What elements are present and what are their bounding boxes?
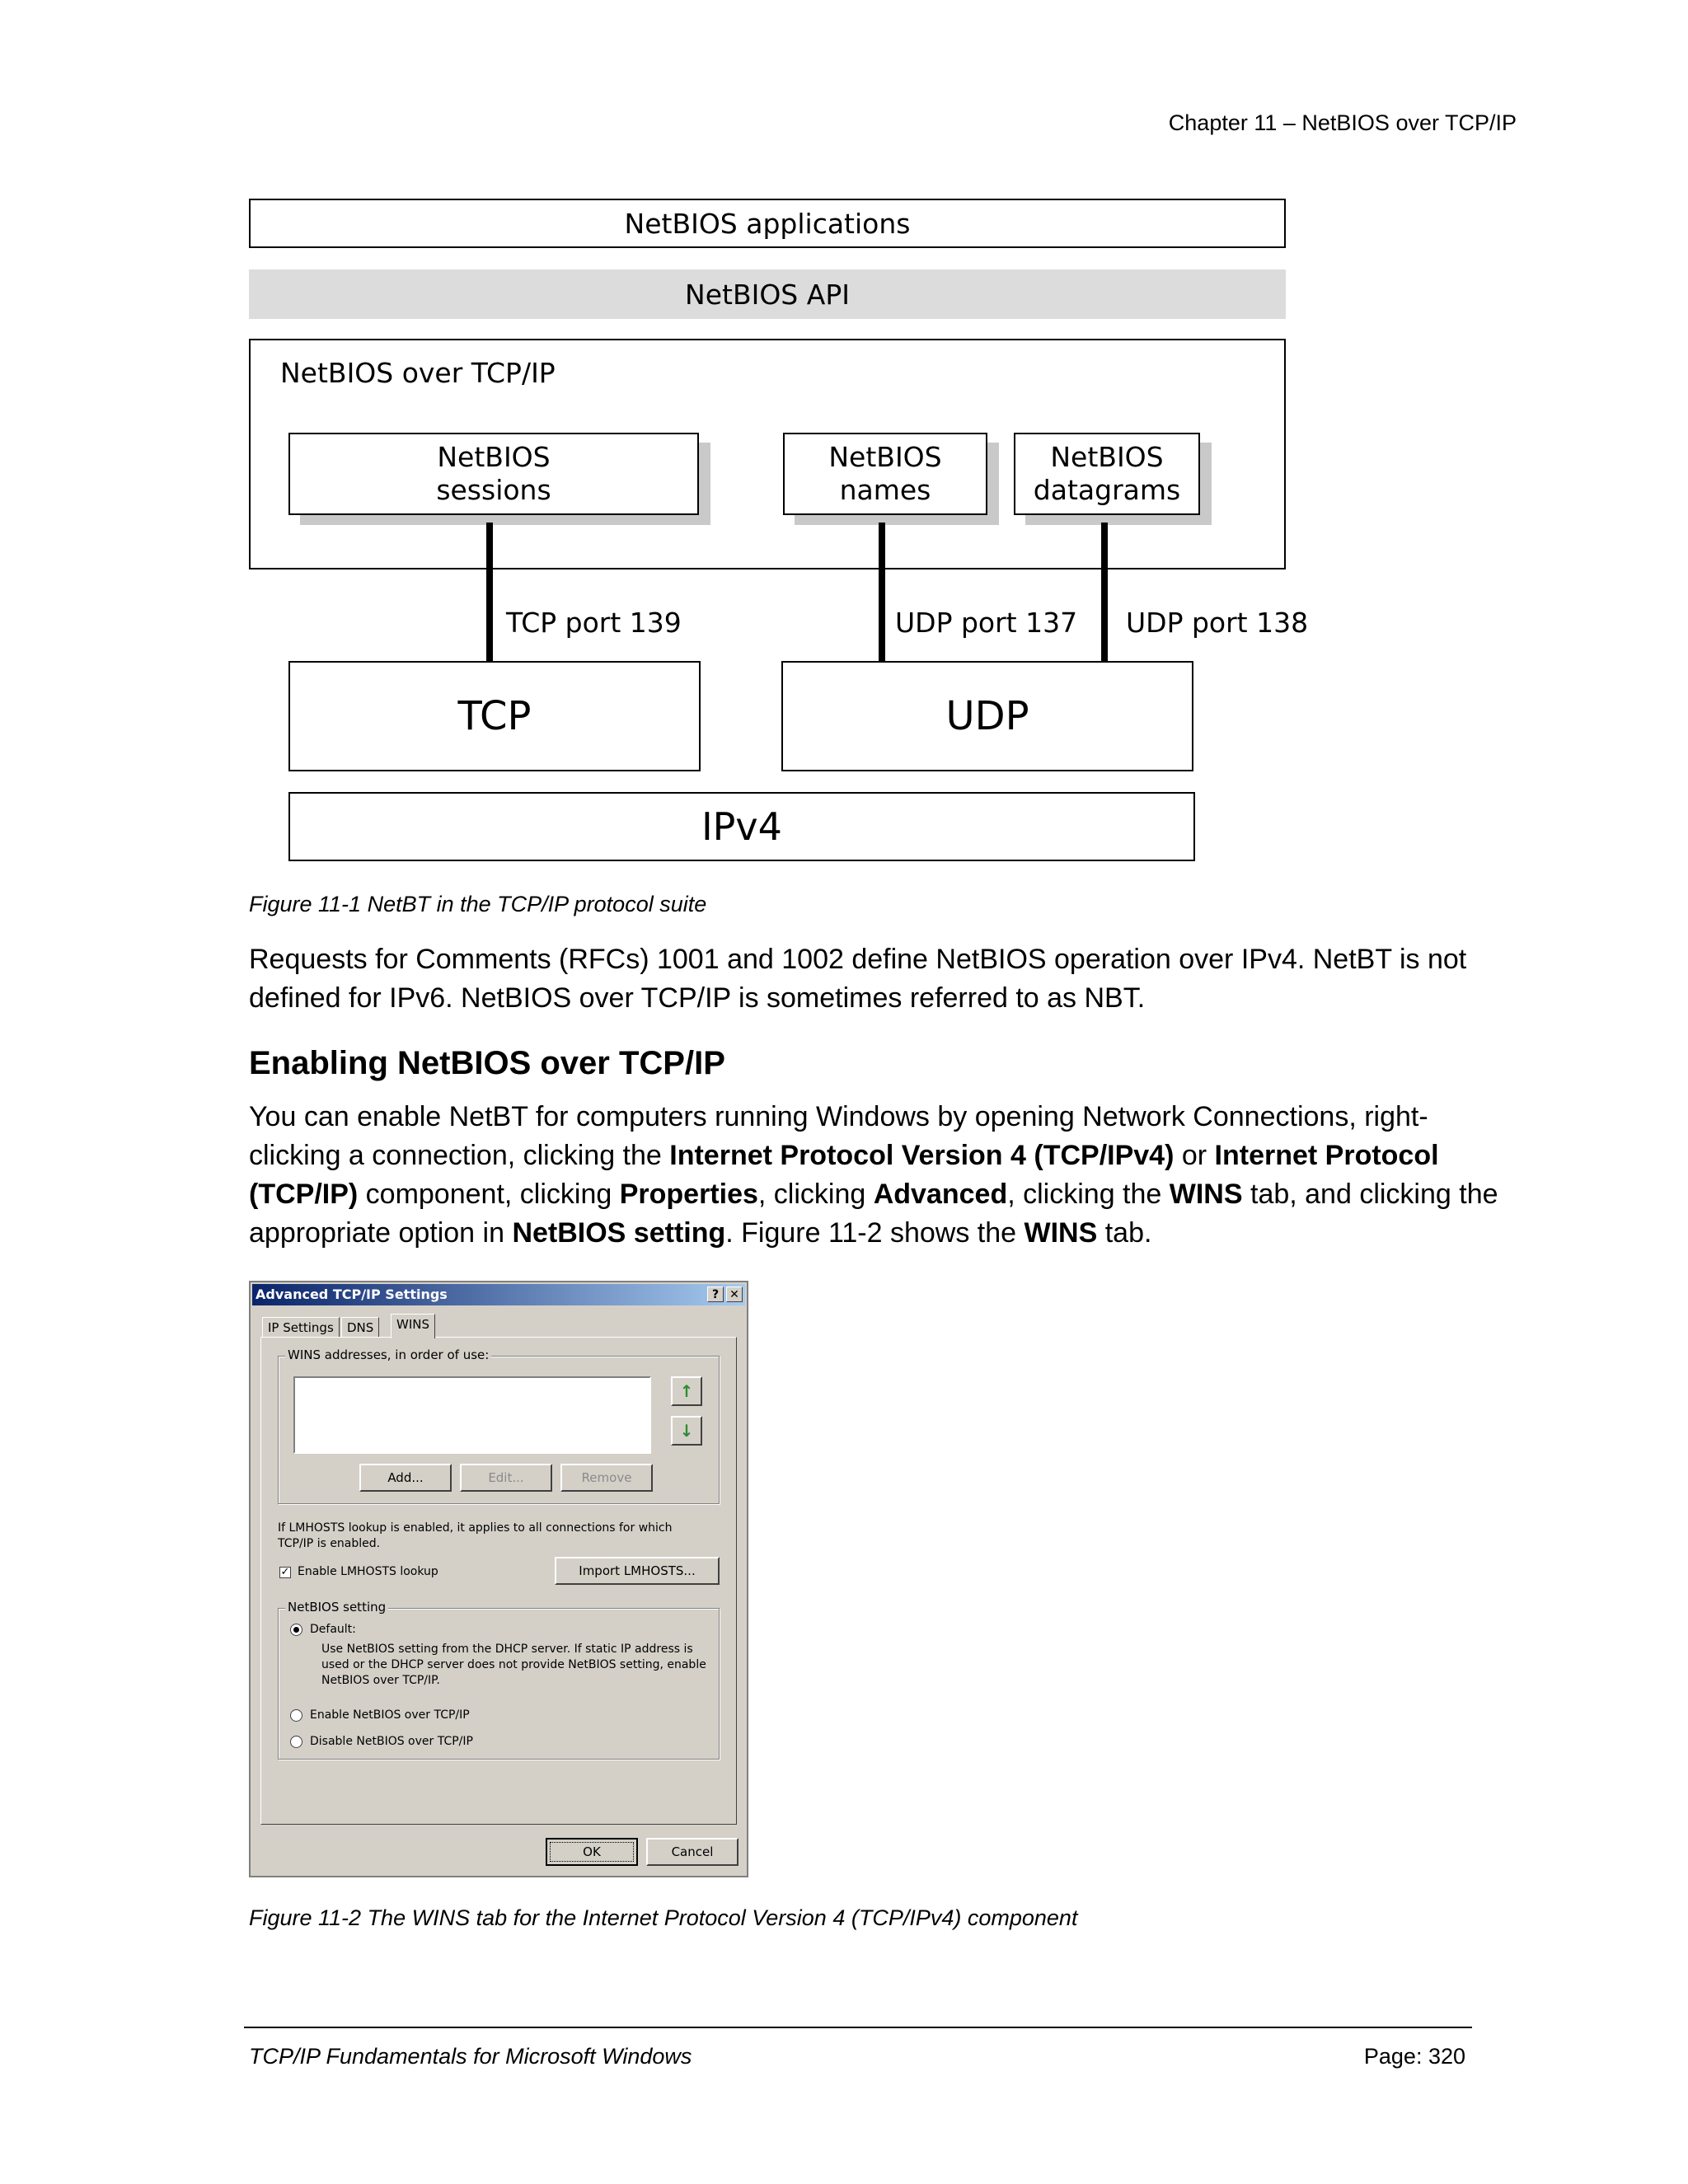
enable-lmhosts-checkbox[interactable]: ✓: [280, 1566, 290, 1578]
wins-addresses-list[interactable]: [293, 1376, 651, 1454]
disable-netbios-radio[interactable]: [290, 1736, 302, 1748]
default-description: Use NetBIOS setting from the DHCP server. If static IP address is used or the DHCP server does not provide NetBIOS setting, enable NetBIOS over TCP/IP.: [321, 1643, 706, 1687]
dialog-titlebar: [252, 1284, 745, 1305]
default-radio[interactable]: [290, 1624, 302, 1636]
tcp-connector: [486, 523, 493, 661]
arrow-down-icon: ↓: [679, 1421, 694, 1441]
import-lmhosts-button[interactable]: Import LMHOSTS...: [555, 1557, 720, 1585]
container-label: NetBIOS over TCP/IP: [280, 357, 556, 389]
help-button[interactable]: ?: [707, 1286, 724, 1302]
netbios-applications-box: NetBIOS applications: [249, 199, 1286, 248]
enable-netbios-label: Enable NetBIOS over TCP/IP: [310, 1708, 470, 1722]
move-down-button[interactable]: [671, 1416, 702, 1446]
section-heading: Enabling NetBIOS over TCP/IP: [249, 1045, 725, 1081]
udp-port-137-label: UDP port 137: [895, 607, 1078, 639]
wins-addresses-label: WINS addresses, in order of use:: [285, 1347, 491, 1362]
footer-rule: [244, 2027, 1472, 2028]
footer-book-title: TCP/IP Fundamentals for Microsoft Windows: [249, 2044, 692, 2069]
netbios-setting-label: NetBIOS setting: [285, 1600, 388, 1615]
netbios-datagrams-box: NetBIOS datagrams: [1014, 433, 1200, 515]
udp-138-connector: [1101, 523, 1108, 661]
netbios-setting-group: [278, 1600, 720, 1760]
radio-selected-dot: [293, 1627, 299, 1633]
netbios-names-box: NetBIOS names: [783, 433, 987, 515]
udp-137-connector: [879, 523, 885, 661]
disable-netbios-label: Disable NetBIOS over TCP/IP: [310, 1735, 473, 1748]
default-radio-label: Default:: [310, 1623, 356, 1636]
lmhosts-note: If LMHOSTS lookup is enabled, it applies to all connections for which TCP/IP is enabled.: [278, 1521, 673, 1550]
cancel-button[interactable]: Cancel: [646, 1838, 738, 1866]
move-up-button[interactable]: [671, 1376, 702, 1406]
enable-lmhosts-label: Enable LMHOSTS lookup: [298, 1565, 438, 1578]
tab-dns[interactable]: DNS: [341, 1317, 379, 1337]
arrow-up-icon: ↑: [679, 1381, 694, 1401]
advanced-tcpip-settings-dialog: [249, 1281, 748, 1877]
udp-port-138-label: UDP port 138: [1126, 607, 1309, 639]
edit-button[interactable]: Edit...: [460, 1464, 552, 1492]
add-button[interactable]: Add...: [359, 1464, 452, 1492]
dialog-title: Advanced TCP/IP Settings: [256, 1286, 448, 1302]
figure1-caption: Figure 11-1 NetBT in the TCP/IP protocol suite: [249, 892, 707, 916]
wins-tab-panel: [260, 1337, 737, 1825]
paragraph-rfcs: Requests for Comments (RFCs) 1001 and 1002 define NetBIOS operation over IPv4. NetBT is not defined for IPv6. NetBIOS over TCP/IP is sometimes referred to as NBT.: [249, 944, 1467, 1014]
figure2-caption: Figure 11-2 The WINS tab for the Internet Protocol Version 4 (TCP/IPv4) component: [249, 1905, 1078, 1930]
netbios-sessions-box: NetBIOS sessions: [288, 433, 699, 515]
tab-wins[interactable]: WINS: [391, 1314, 435, 1338]
udp-box: UDP: [781, 661, 1193, 771]
ok-button[interactable]: OK: [546, 1838, 638, 1866]
ipv4-box: IPv4: [288, 792, 1195, 861]
netbios-api-band: NetBIOS API: [249, 269, 1286, 319]
footer-page-number: Page: 320: [1363, 2044, 1465, 2069]
running-head: Chapter 11 – NetBIOS over TCP/IP: [1168, 110, 1517, 135]
paragraph-enabling: You can enable NetBT for computers running Windows by opening Network Connections, right-clicking a connection, clicking the Internet Protocol Version 4 (TCP/IPv4) or Internet Protocol (TCP/IP) component, clicking Properties, clicking Advanced, clicking the WINS tab, and clicking the appropriate option in NetBIOS setting. Figure 11-2 shows the WINS tab.: [249, 1101, 1498, 1249]
wins-addresses-group: [278, 1347, 720, 1504]
tab-ip-settings[interactable]: IP Settings: [262, 1317, 340, 1337]
close-button[interactable]: ✕: [726, 1286, 743, 1302]
tcp-port-label: TCP port 139: [506, 607, 682, 639]
tcp-box: TCP: [288, 661, 701, 771]
remove-button[interactable]: Remove: [560, 1464, 653, 1492]
enable-netbios-radio[interactable]: [290, 1709, 302, 1722]
